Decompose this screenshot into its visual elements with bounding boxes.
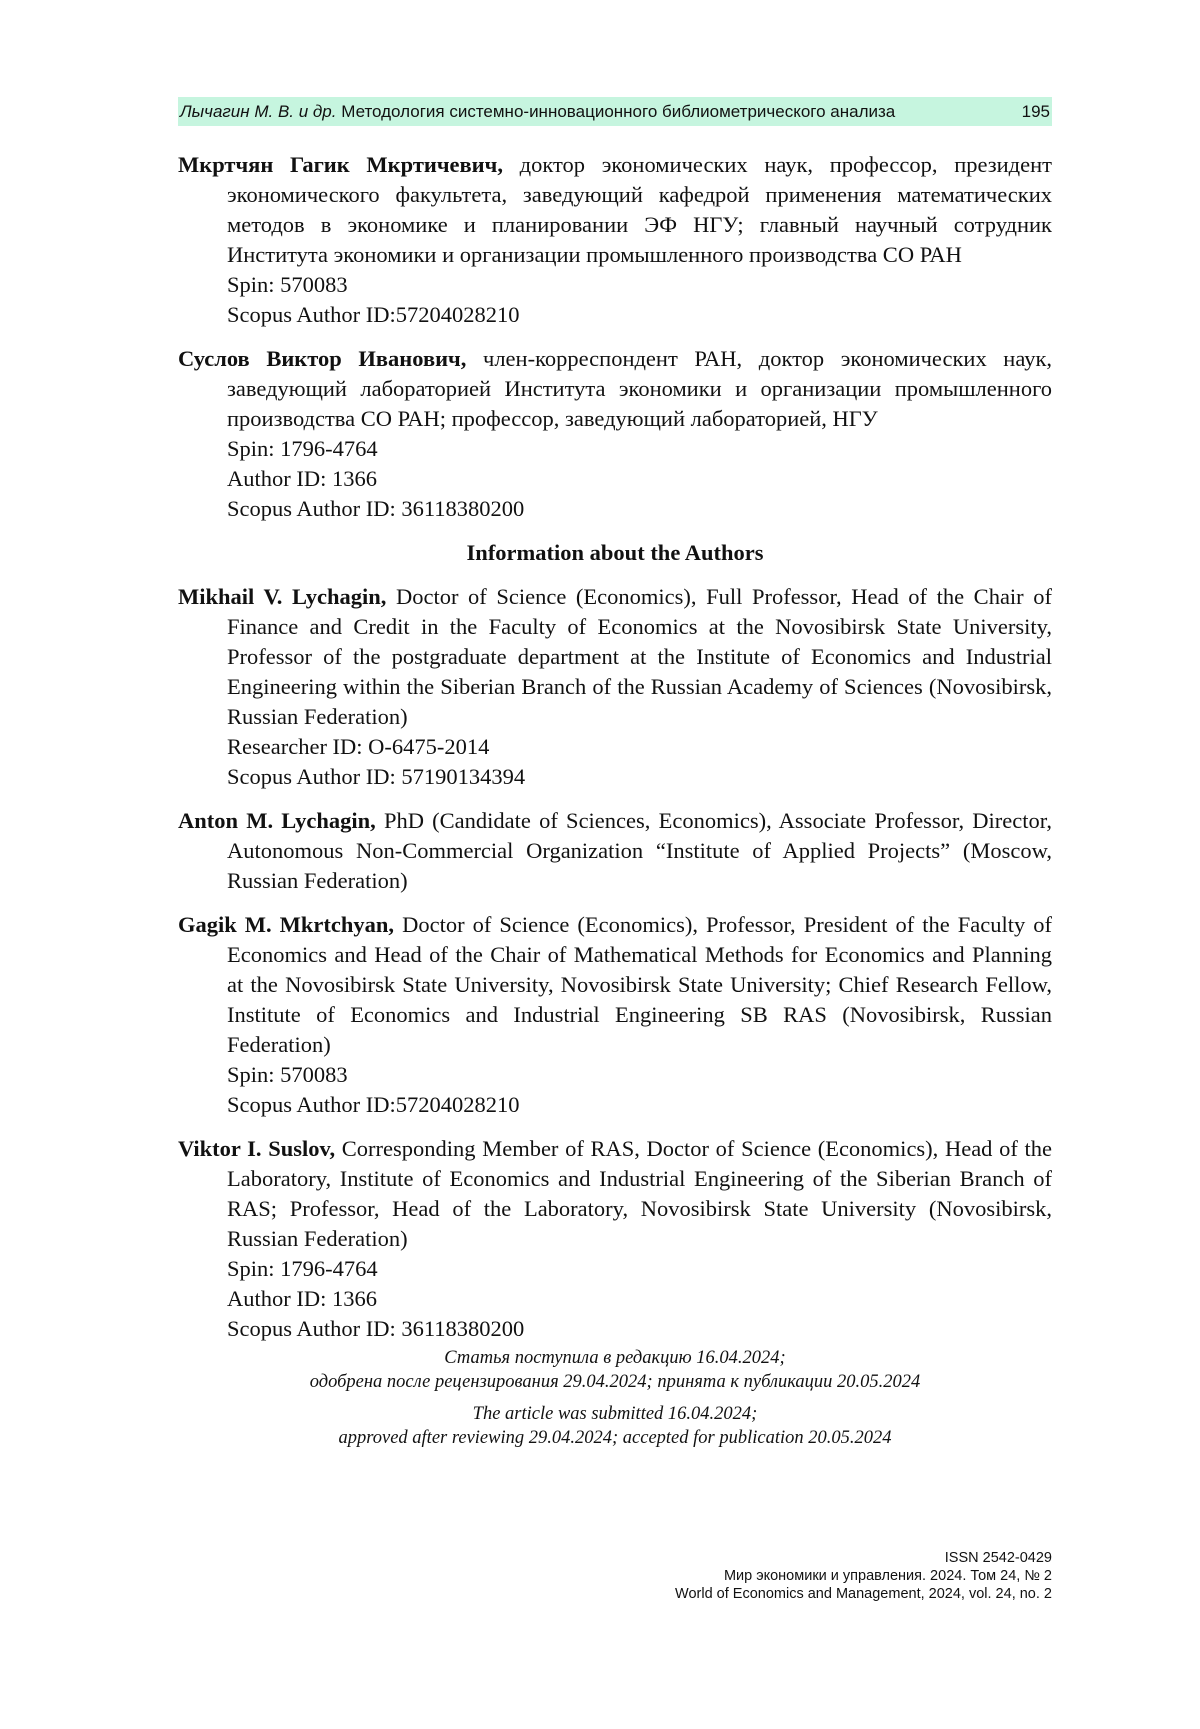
author-entry-a-lychagin — [178, 806, 1052, 896]
author-description: доктор экономических наук, профессор, президент экономического факультета, заведующий кафедрой применения математических методов в экономике и планировании ЭФ НГУ; главный научный сотрудник Института экономики и организации промышленного производства СО РАН — [227, 152, 1052, 267]
author-entry-suslov-en — [178, 1134, 1052, 1344]
author-description: PhD (Candidate of Sciences, Economics), Associate Professor, Director, Autonomous Non-Commercial Organization “Institute of Applied Projects” (Moscow, Russian Federation) — [227, 808, 1052, 893]
author-name: Viktor I. Suslov, — [178, 1136, 336, 1161]
header-title: Методология системно-инновационного библиометрического анализа — [341, 101, 896, 121]
author-id-line: Scopus Author ID:57204028210 — [227, 302, 520, 327]
footer-journal-ru: Мир экономики и управления. 2024. Том 24, № 2 — [723, 1568, 1052, 1584]
author-name: Gagik M. Mkrtchyan, — [178, 912, 395, 937]
dates-en-line1: The article was submitted 16.04.2024; — [472, 1404, 758, 1424]
author-entry-mkrtchyan-en — [178, 910, 1052, 1120]
author-id-line: Author ID: 1366 — [227, 1286, 377, 1311]
author-description: член-корреспондент РАН, доктор экономических наук, заведующий лабораторией Института экономики и организации промышленного производства СО РАН; профессор, заведующий лабораторией, НГУ — [227, 346, 1053, 431]
running-header-text — [180, 102, 895, 122]
author-id-line: Scopus Author ID:57204028210 — [227, 1092, 520, 1117]
running-header — [178, 97, 1052, 126]
dates-ru-line2: одобрена после рецензирования 29.04.2024; принята к публикации 20.05.2024 — [309, 1372, 921, 1392]
author-name: Суслов Виктор Иванович, — [178, 346, 467, 371]
author-id-line: Scopus Author ID: 36118380200 — [227, 1316, 525, 1341]
footer-journal-en: World of Economics and Management, 2024, vol. 24, no. 2 — [675, 1586, 1052, 1602]
section-title: Information about the Authors — [466, 540, 764, 565]
article-dates — [178, 1346, 1052, 1450]
author-name: Mikhail V. Lychagin, — [178, 584, 387, 609]
author-name: Anton M. Lychagin, — [178, 808, 376, 833]
author-entry-suslov-ru — [178, 344, 1052, 524]
author-id-line: Spin: 1796-4764 — [227, 1256, 378, 1281]
journal-footer — [675, 1549, 1052, 1603]
author-entry-mkrtchyan-ru — [178, 150, 1052, 330]
page-number: 195 — [1021, 101, 1050, 121]
author-id-line: Spin: 1796-4764 — [227, 436, 378, 461]
author-id-line: Spin: 570083 — [227, 1062, 348, 1087]
dates-en — [178, 1402, 1052, 1450]
page-content — [178, 150, 1052, 1450]
author-name: Мкртчян Гагик Мкртичевич, — [178, 152, 503, 177]
author-id-line: Scopus Author ID: 57190134394 — [227, 764, 526, 789]
author-entry-m-lychagin — [178, 582, 1052, 792]
footer-issn: ISSN 2542-0429 — [944, 1550, 1052, 1566]
author-description: Corresponding Member of RAS, Doctor of Science (Economics), Head of the Laboratory, Institute of Economics and Industrial Engineering of the Siberian Branch of RAS; Professor, Head of the Laboratory, Novosibirsk State University (Novosibirsk, Russian Federation) — [227, 1136, 1052, 1251]
author-id-line: Scopus Author ID: 36118380200 — [227, 496, 525, 521]
author-description: Doctor of Science (Economics), Full Professor, Head of the Chair of Finance and Credit in the Faculty of Economics at the Novosibirsk State University, Professor of the postgraduate department at the Institute of Economics and Industrial Engineering within the Siberian Branch of the Russian Academy of Sciences (Novosibirsk, Russian Federation) — [227, 584, 1052, 729]
author-description: Doctor of Science (Economics), Professor, President of the Faculty of Economics and Head of the Chair of Mathematical Methods for Economics and Planning at the Novosibirsk State University, Novosibirsk State University; Chief Research Fellow, Institute of Economics and Industrial Engineering SB RAS (Novosibirsk, Russian Federation) — [227, 912, 1053, 1057]
dates-en-line2: approved after reviewing 29.04.2024; accepted for publication 20.05.2024 — [338, 1428, 892, 1448]
dates-ru-line1: Статья поступила в редакцию 16.04.2024; — [444, 1348, 786, 1368]
header-authors: Лычагин М. В. и др. — [180, 101, 337, 121]
author-id-line: Author ID: 1366 — [227, 466, 377, 491]
dates-ru — [178, 1346, 1052, 1394]
author-id-line: Researcher ID: O-6475-2014 — [227, 734, 490, 759]
author-id-line: Spin: 570083 — [227, 272, 348, 297]
